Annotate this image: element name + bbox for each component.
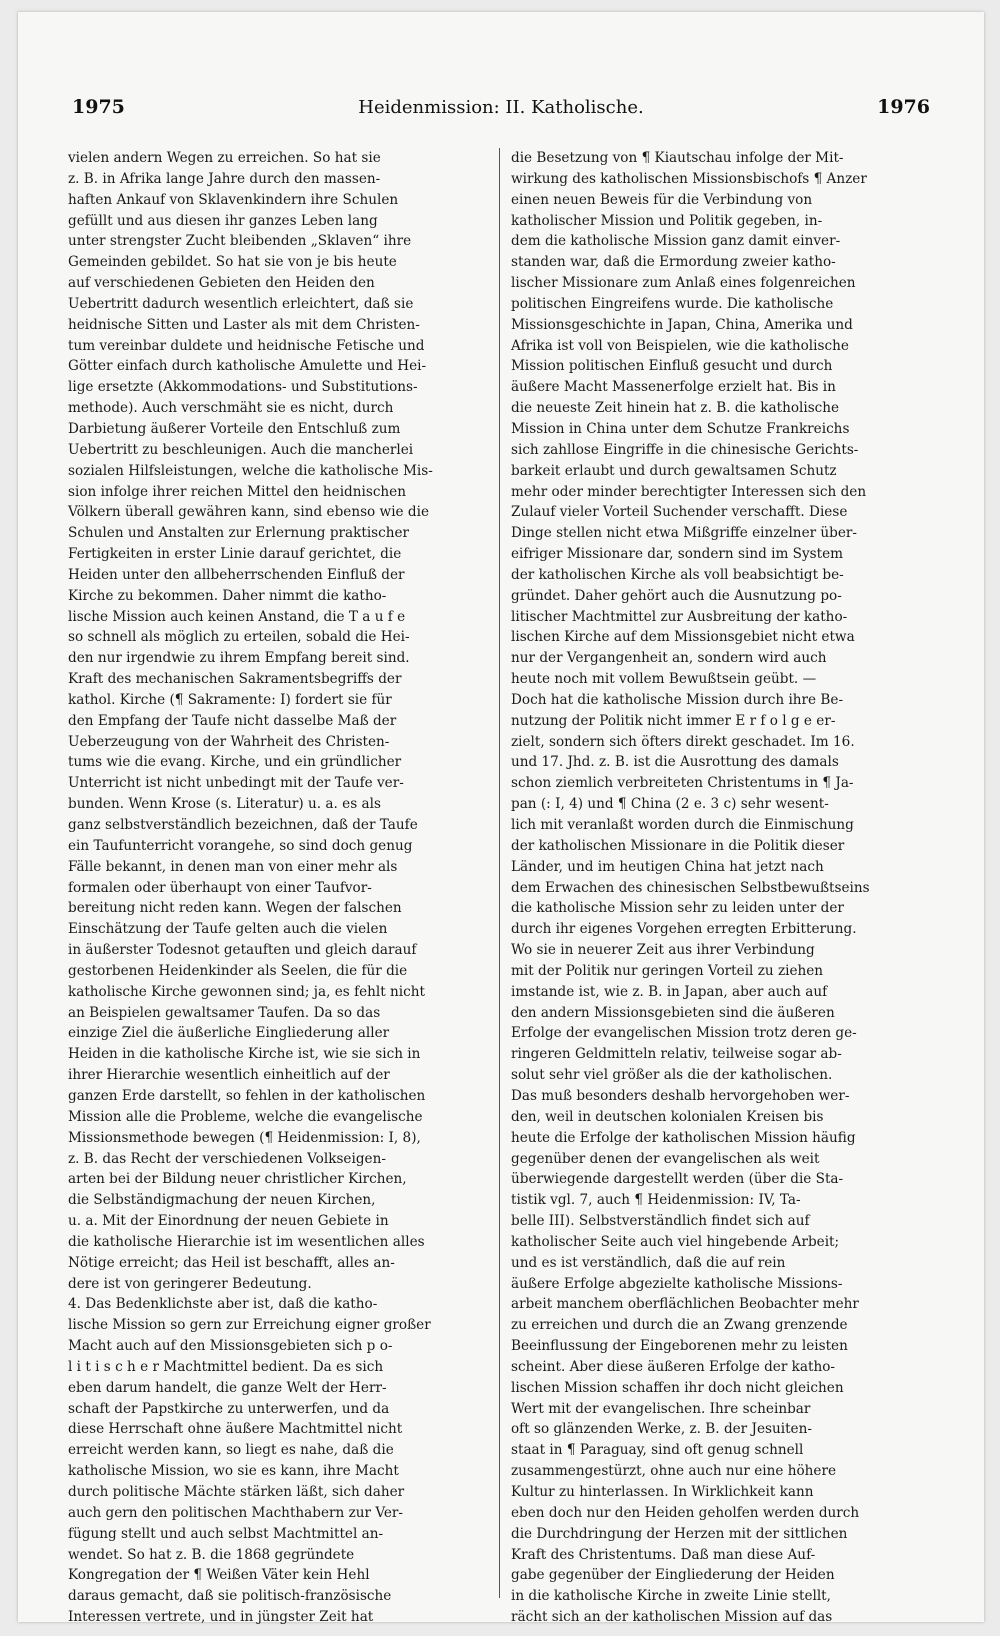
text-line: vielen andern Wegen zu erreichen. So hat sie bbox=[68, 150, 381, 166]
text-line: ringeren Geldmitteln relativ, teilweise sogar ab- bbox=[511, 1046, 842, 1063]
text-line: Uebertritt zu beschleunigen. Auch die mancherlei bbox=[68, 441, 414, 458]
text-line: z. B. das Recht der verschiedenen Volkseigen- bbox=[68, 1150, 386, 1167]
text-line: 4. Das Bedenklichste aber ist, daß die katho- bbox=[68, 1296, 378, 1313]
text-line: barkeit erlaubt und durch gewaltsamen Schutz bbox=[511, 462, 837, 479]
text-line: und es ist verständlich, daß die auf rein bbox=[511, 1254, 786, 1271]
text-line: so schnell als möglich zu erteilen, sobald die Hei- bbox=[68, 629, 410, 646]
text-line: äußere Erfolge abgezielte katholische Missions- bbox=[511, 1275, 843, 1292]
text-line: nur der Vergangenheit an, sondern wird auch bbox=[511, 650, 827, 667]
text-line: Unterricht ist nicht unbedingt mit der Taufe ver- bbox=[68, 775, 404, 792]
text-line: Heiden in die katholische Kirche ist, wie sie sich in bbox=[68, 1046, 421, 1063]
text-line: ganz selbstverständlich bezeichnen, daß der Taufe bbox=[68, 817, 418, 833]
text-line: Wo sie in neuerer Zeit aus ihrer Verbindung bbox=[511, 942, 815, 959]
text-line: heidnische Sitten und Laster als mit dem Christen- bbox=[68, 316, 420, 333]
text-line: Mission in China unter dem Schutze Frankreichs bbox=[511, 420, 850, 437]
text-line: Dinge stellen nicht etwa Mißgriffe einzelner über- bbox=[511, 525, 858, 542]
text-line: ganzen Erde darstellt, so fehlen in der katholischen bbox=[68, 1087, 426, 1104]
text-line: lische Mission auch keinen Anstand, die T a u f e bbox=[68, 608, 406, 625]
text-line: Beeinflussung der Eingeborenen mehr zu leisten bbox=[511, 1338, 848, 1355]
text-line: diese Herrschaft ohne äußere Machtmittel nicht bbox=[68, 1421, 403, 1438]
right-text-column bbox=[511, 148, 929, 1626]
text-line: fügung stellt und auch selbst Machtmittel an- bbox=[68, 1525, 384, 1542]
text-line: arbeit manchem oberflächlichen Beobachter mehr bbox=[511, 1296, 859, 1313]
text-line: Uebertritt dadurch wesentlich erleichtert, daß sie bbox=[68, 295, 414, 312]
text-line: den, weil in deutschen kolonialen Kreisen bis bbox=[511, 1108, 824, 1125]
text-line: Völkern überall gewähren kann, sind ebenso wie die bbox=[68, 504, 430, 521]
text-line: politischen Eingreifens wurde. Die katholische bbox=[511, 295, 834, 312]
text-line: eben doch nur den Heiden geholfen werden durch bbox=[511, 1504, 860, 1521]
text-line: der katholischen Missionare in die Politik dieser bbox=[511, 837, 845, 854]
text-line: tum vereinbar duldete und heidnische Fetische und bbox=[68, 337, 425, 354]
text-line: Interessen vertrete, und in jüngster Zeit hat bbox=[68, 1609, 374, 1626]
text-line: scheint. Aber diese äußeren Erfolge der katho- bbox=[511, 1358, 835, 1375]
text-line: Fälle bekannt, in denen man von einer mehr als bbox=[68, 858, 398, 875]
text-line: überwiegende dargestellt werden (über die Sta- bbox=[511, 1171, 844, 1188]
text-line: nutzung der Politik nicht immer E r f o l g e er- bbox=[511, 712, 836, 729]
running-title: Heidenmission: II. Katholische. bbox=[358, 97, 644, 118]
text-line: durch politische Mächte stärken läßt, sich daher bbox=[68, 1484, 405, 1500]
text-line: Ueberzeugung von der Wahrheit des Christen- bbox=[68, 733, 390, 750]
text-line: pan (: I, 4) und ¶ China (2 e. 3 c) sehr wesent- bbox=[511, 796, 829, 813]
text-line: einzige Ziel die äußerliche Eingliederung aller bbox=[68, 1025, 390, 1042]
right-page-number: 1976 bbox=[877, 96, 930, 118]
text-line: sich zahllose Eingriffe in die chinesische Gerichts- bbox=[511, 441, 859, 458]
text-line: Gemeinden gebildet. So hat sie von je bis heute bbox=[68, 254, 397, 271]
text-line: wendet. So hat z. B. die 1868 gegründete bbox=[68, 1546, 355, 1563]
text-line: lich mit veranlaßt worden durch die Einmischung bbox=[511, 817, 854, 833]
text-line: auch gern den politischen Machthabern zur Ver- bbox=[68, 1504, 404, 1521]
text-line: u. a. Mit der Einordnung der neuen Gebiete in bbox=[68, 1213, 389, 1230]
text-line: sion infolge ihrer reichen Mittel den heidnischen bbox=[68, 483, 406, 500]
text-line: Schulen und Anstalten zur Erlernung praktischer bbox=[68, 525, 410, 542]
text-line: katholischer Seite auch viel hingebende Arbeit; bbox=[511, 1233, 840, 1250]
column-divider bbox=[499, 148, 500, 1598]
text-line: erreicht werden kann, so liegt es nahe, daß die bbox=[68, 1442, 394, 1459]
text-line: Einschätzung der Taufe gelten auch die vielen bbox=[68, 921, 388, 938]
text-line: zu erreichen und durch die an Zwang grenzende bbox=[511, 1317, 848, 1334]
text-line: tistik vgl. 7, auch ¶ Heidenmission: IV, Ta- bbox=[511, 1192, 801, 1209]
text-line: die Besetzung von ¶ Kiautschau infolge der Mit- bbox=[511, 150, 844, 166]
text-line: Kultur zu hinterlassen. In Wirklichkeit kann bbox=[511, 1484, 814, 1500]
text-line: daraus gemacht, daß sie politisch-französische bbox=[68, 1588, 392, 1605]
text-line: mit der Politik nur geringen Vorteil zu ziehen bbox=[511, 962, 824, 979]
text-line: gabe gegenüber der Eingliederung der Heiden bbox=[511, 1567, 835, 1584]
text-line: lischer Missionare zum Anlaß eines folgenreichen bbox=[511, 275, 856, 292]
text-line: gegenüber denen der evangelischen als weit bbox=[511, 1150, 820, 1167]
text-line: schaft der Papstkirche zu unterwerfen, und da bbox=[68, 1400, 390, 1417]
text-line: den Empfang der Taufe nicht dasselbe Maß der bbox=[68, 712, 397, 729]
text-line: Kraft des mechanischen Sakramentsbegriffs der bbox=[68, 671, 402, 688]
text-line: einen neuen Beweis für die Verbindung von bbox=[511, 191, 813, 208]
text-line: die Durchdringung der Herzen mit der sittlichen bbox=[511, 1525, 848, 1542]
text-line: Erfolge der evangelischen Mission trotz deren ge- bbox=[511, 1025, 857, 1042]
text-line: dere ist von geringerer Bedeutung. bbox=[68, 1275, 312, 1292]
text-line: methode). Auch verschmäht sie es nicht, durch bbox=[68, 400, 394, 417]
text-line: die katholische Hierarchie ist im wesentlichen alles bbox=[68, 1233, 425, 1250]
text-line: die neueste Zeit hinein hat z. B. die katholische bbox=[511, 400, 840, 417]
text-line: Macht auch auf den Missionsgebieten sich p o- bbox=[68, 1338, 393, 1355]
text-line: äußere Macht Massenerfolge erzielt hat. Bis in bbox=[511, 379, 836, 396]
text-line: schon ziemlich verbreiteten Christentums in ¶ Ja- bbox=[511, 775, 854, 792]
text-line: Darbietung äußerer Vorteile den Entschluß zum bbox=[68, 420, 401, 437]
text-line: an Beispielen gewaltsamer Taufen. Da so das bbox=[68, 1004, 381, 1021]
text-line: sozialen Hilfsleistungen, welche die katholische Mis- bbox=[68, 462, 433, 479]
text-line: die katholische Mission sehr zu leiden unter der bbox=[511, 900, 844, 917]
text-line: Fertigkeiten in erster Linie darauf gerichtet, die bbox=[68, 546, 402, 563]
text-line: durch ihr eigenes Vorgehen erregten Erbitterung. bbox=[511, 921, 857, 938]
text-line: katholische Kirche gewonnen sind; ja, es fehlt nicht bbox=[68, 983, 425, 1000]
text-line: Heiden unter den allbeherrschenden Einfluß der bbox=[68, 566, 405, 583]
text-line: Mission alle die Probleme, welche die evangelische bbox=[68, 1108, 423, 1125]
text-line: gestorbenen Heidenkinder als Seelen, die für die bbox=[68, 962, 408, 979]
text-line: Doch hat die katholische Mission durch ihre Be- bbox=[511, 691, 844, 708]
text-line: standen war, daß die Ermordung zweier katho- bbox=[511, 254, 836, 271]
text-line: katholischer Mission und Politik gegeben, in- bbox=[511, 212, 823, 229]
text-line: zusammengestürzt, ohne auch nur eine höhere bbox=[511, 1463, 837, 1480]
text-line: auf verschiedenen Gebieten den Heiden den bbox=[68, 275, 375, 292]
text-line: Nötige erreicht; das Heil ist beschafft, alles an- bbox=[68, 1254, 395, 1271]
text-line: Wert mit der evangelischen. Ihre scheinbar bbox=[511, 1400, 811, 1417]
text-line: heute noch mit vollem Bewußtsein geübt. — bbox=[511, 671, 817, 688]
text-line: eben darum handelt, die ganze Welt der Herr- bbox=[68, 1379, 387, 1396]
text-line: Missionsmethode bewegen (¶ Heidenmission: I, 8), bbox=[68, 1129, 421, 1146]
text-line: ihrer Hierarchie wesentlich einheitlich auf der bbox=[68, 1067, 390, 1084]
text-line: dem die katholische Mission ganz damit einver- bbox=[511, 233, 841, 250]
text-line: lischen Kirche auf dem Missionsgebiet nicht etwa bbox=[511, 629, 855, 646]
text-line: Missionsgeschichte in Japan, China, Amerika und bbox=[511, 316, 853, 333]
text-line: lischen Mission schaffen ihr doch nicht gleichen bbox=[511, 1379, 844, 1396]
text-line: den nur irgendwie zu ihrem Empfang bereit sind. bbox=[68, 650, 410, 667]
text-line: rächt sich an der katholischen Mission auf das bbox=[511, 1609, 833, 1626]
text-line: l i t i s c h e r Machtmittel bedient. Da es sich bbox=[68, 1358, 384, 1375]
text-line: mehr oder minder berechtigter Interessen sich den bbox=[511, 483, 867, 500]
text-line: Mission politischen Einfluß gesucht und durch bbox=[511, 358, 833, 375]
left-text-column bbox=[68, 148, 486, 1626]
text-line: heute die Erfolge der katholischen Mission häufig bbox=[511, 1129, 856, 1146]
text-line: katholische Mission, wo sie es kann, ihre Macht bbox=[68, 1463, 399, 1480]
text-line: zielt, sondern sich öfters direkt geschadet. Im 16. bbox=[511, 733, 855, 750]
text-line: litischer Machtmittel zur Ausbreitung der katho- bbox=[511, 608, 848, 625]
text-line: Kongregation der ¶ Weißen Väter kein Hehl bbox=[68, 1567, 370, 1584]
text-line: staat in ¶ Paraguay, sind oft genug schnell bbox=[511, 1442, 804, 1459]
text-line: eifriger Missionare dar, sondern sind im System bbox=[511, 546, 844, 563]
text-line: dem Erwachen des chinesischen Selbstbewußtseins bbox=[511, 879, 870, 896]
text-line: Das muß besonders deshalb hervorgehoben wer- bbox=[511, 1087, 850, 1104]
text-line: Afrika ist voll von Beispielen, wie die katholische bbox=[511, 337, 849, 354]
text-line: ein Taufunterricht vorangehe, so sind doch genug bbox=[68, 837, 413, 854]
text-line: z. B. in Afrika lange Jahre durch den massen- bbox=[68, 170, 381, 187]
text-line: gründet. Daher gehört auch die Ausnutzung po- bbox=[511, 587, 842, 604]
text-line: der katholischen Kirche als voll beabsichtigt be- bbox=[511, 566, 844, 583]
text-line: formalen oder überhaupt von einer Taufvor- bbox=[68, 879, 372, 896]
text-line: in äußerster Todesnot getauften und gleich darauf bbox=[68, 942, 417, 959]
text-line: solut sehr viel größer als die der katholischen. bbox=[511, 1067, 833, 1084]
text-line: belle III). Selbstverständlich findet sich auf bbox=[511, 1213, 810, 1230]
left-page-number: 1975 bbox=[72, 96, 125, 118]
text-line: arten bei der Bildung neuer christlicher Kirchen, bbox=[68, 1171, 407, 1188]
text-line: bereitung nicht reden kann. Wegen der falschen bbox=[68, 900, 402, 917]
text-line: den andern Missionsgebieten sind die äußeren bbox=[511, 1004, 835, 1021]
text-line: kathol. Kirche (¶ Sakramente: I) fordert sie für bbox=[68, 691, 392, 708]
text-line: lige ersetzte (Akkommodations- und Substitutions- bbox=[68, 379, 418, 396]
text-line: Zulauf vieler Vorteil Suchender verschafft. Diese bbox=[511, 504, 848, 521]
text-line: und 17. Jhd. z. B. ist die Ausrottung des damals bbox=[511, 754, 839, 771]
text-line: oft so glänzenden Werke, z. B. der Jesuiten- bbox=[511, 1421, 812, 1438]
text-line: lische Mission so gern zur Erreichung eigner großer bbox=[68, 1317, 431, 1334]
text-line: die Selbständigmachung der neuen Kirchen, bbox=[68, 1192, 376, 1209]
text-line: bunden. Wenn Krose (s. Literatur) u. a. es als bbox=[68, 796, 381, 813]
text-line: gefüllt und aus diesen ihr ganzes Leben lang bbox=[68, 212, 378, 229]
text-line: Länder, und im heutigen China hat jetzt nach bbox=[511, 858, 824, 875]
text-line: unter strengster Zucht bleibenden „Sklaven“ ihre bbox=[68, 233, 412, 250]
text-line: Götter einfach durch katholische Amulette und Hei- bbox=[68, 358, 427, 375]
text-line: Kirche zu bekommen. Daher nimmt die katho- bbox=[68, 587, 387, 604]
running-header bbox=[72, 96, 930, 126]
text-line: Kraft des Christentums. Daß man diese Auf- bbox=[511, 1546, 816, 1563]
text-line: imstande ist, wie z. B. in Japan, aber auch auf bbox=[511, 983, 828, 1000]
text-line: in die katholische Kirche in zweite Linie stellt, bbox=[511, 1588, 831, 1605]
text-line: wirkung des katholischen Missionsbischofs ¶ Anzer bbox=[511, 170, 867, 187]
text-line: haften Ankauf von Sklavenkindern ihre Schulen bbox=[68, 191, 399, 208]
text-line: tums wie die evang. Kirche, und ein gründlicher bbox=[68, 754, 402, 771]
